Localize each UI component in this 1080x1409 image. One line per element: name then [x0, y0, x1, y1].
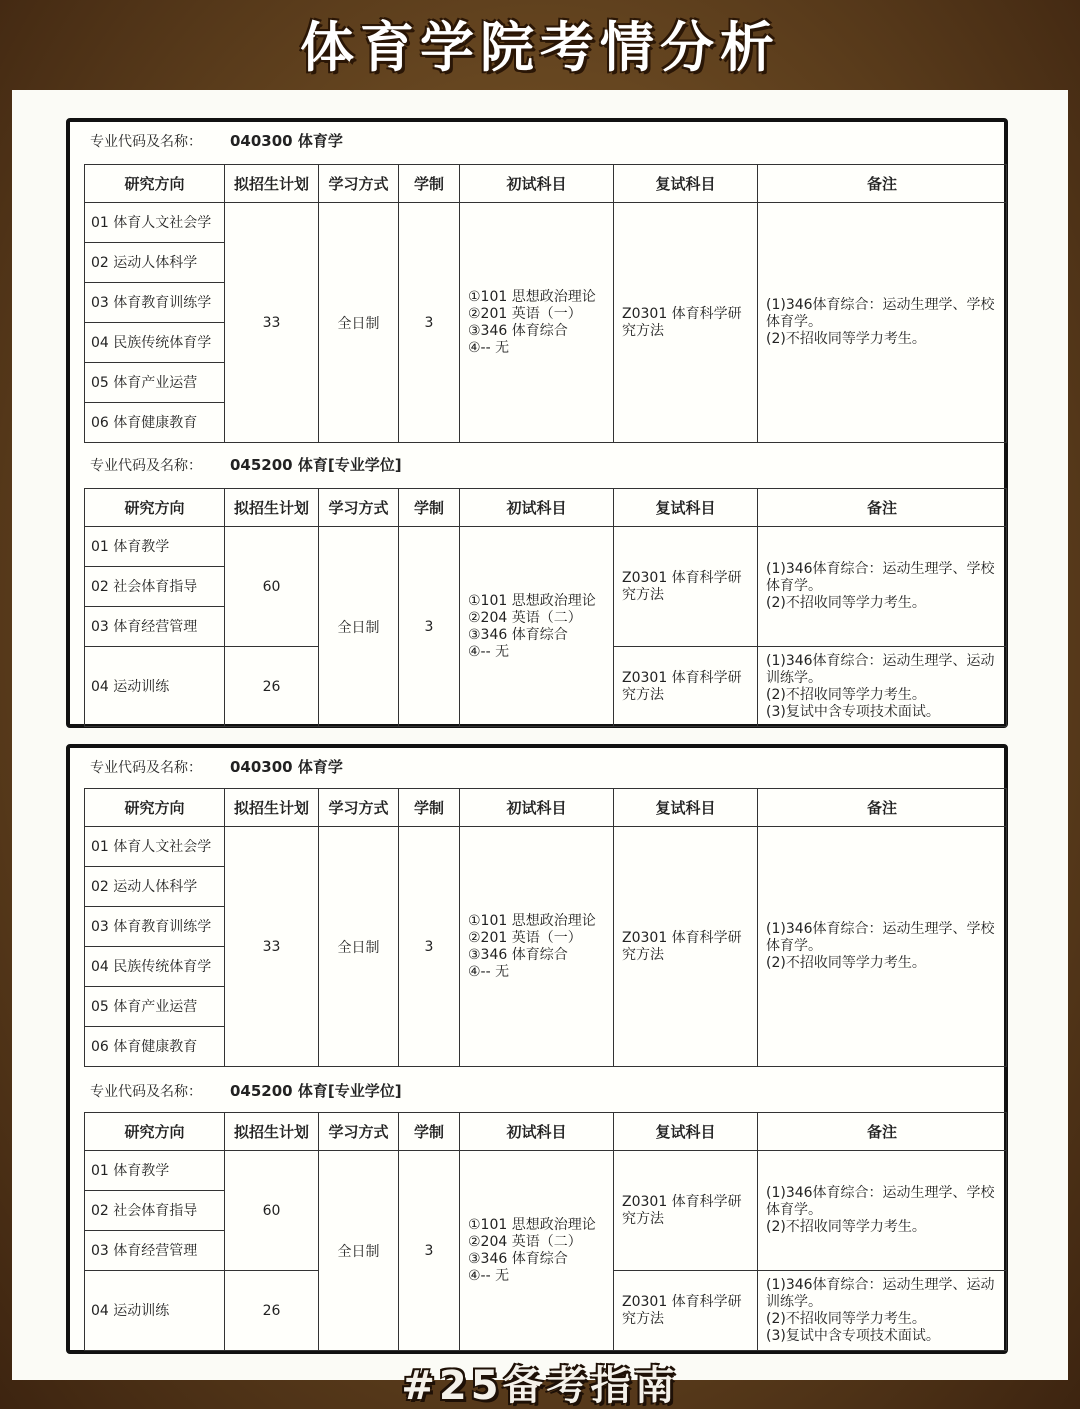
direction-cell: 01 体育教学: [85, 1151, 225, 1191]
note-line: (2)不招收同等学力考生。: [766, 955, 926, 971]
major-table: [84, 164, 1007, 443]
major-table: [84, 488, 1007, 727]
header-direction: 研究方向: [85, 1113, 225, 1151]
subject-line: ③346 体育综合: [468, 1250, 568, 1267]
direction-cell: 01 体育人文社会学: [85, 203, 225, 243]
subject-line: ③346 体育综合: [468, 946, 568, 963]
direction-cell: 05 体育产业运营: [85, 363, 225, 403]
note-line: (2)不招收同等学力考生。: [766, 1219, 926, 1235]
header-subjects: 初试科目: [460, 789, 614, 827]
header-notes: 备注: [758, 789, 1007, 827]
table-header-row: [85, 489, 1007, 527]
header-years: 学制: [399, 165, 460, 203]
subjects-cell: [460, 827, 614, 1067]
major-code-label: 专业代码及名称：: [90, 1084, 202, 1100]
header-retest: 复试科目: [614, 165, 758, 203]
mode-cell: 全日制: [319, 527, 399, 727]
subject-line: ①101 思想政治理论: [468, 592, 596, 609]
note-line: (1)346体育综合：运动生理学、学校体育学。: [766, 921, 995, 954]
header-years: 学制: [399, 1113, 460, 1151]
major-table: [84, 1112, 1007, 1351]
note-line: (1)346体育综合：运动生理学、学校体育学。: [766, 561, 995, 594]
major-code-line: [90, 752, 343, 782]
mode-cell: 全日制: [319, 203, 399, 443]
notes-cell: [758, 527, 1007, 647]
major-code-line: [90, 450, 402, 480]
header-retest: 复试科目: [614, 1113, 758, 1151]
subject-line: ①101 思想政治理论: [468, 1216, 596, 1233]
retest-cell: Z0301 体育科学研究方法: [614, 203, 758, 443]
notes-cell: [758, 203, 1007, 443]
header-notes: 备注: [758, 165, 1007, 203]
plan-cell: 26: [225, 1271, 319, 1351]
table-header-row: [85, 1113, 1007, 1151]
mode-cell: 全日制: [319, 1151, 399, 1351]
years-cell: 3: [399, 827, 460, 1067]
subjects-cell: [460, 527, 614, 727]
retest-cell: Z0301 体育科学研究方法: [614, 1271, 758, 1351]
direction-cell: 01 体育人文社会学: [85, 827, 225, 867]
note-line: (1)346体育综合：运动生理学、运动训练学。: [766, 1276, 995, 1310]
note-line: (1)346体育综合：运动生理学、学校体育学。: [766, 1185, 995, 1218]
retest-cell: Z0301 体育科学研究方法: [614, 527, 758, 647]
note-line: (1)346体育综合：运动生理学、运动训练学。: [766, 652, 995, 686]
subject-line: ④-- 无: [468, 643, 510, 660]
notes-cell: [758, 647, 1007, 727]
direction-cell: 05 体育产业运营: [85, 987, 225, 1027]
header-subjects: 初试科目: [460, 1113, 614, 1151]
header-mode: 学习方式: [319, 165, 399, 203]
subject-line: ①101 思想政治理论: [468, 288, 596, 305]
major-code-value: 040300 体育学: [230, 132, 343, 150]
panel-1: [66, 118, 1008, 728]
notes-cell: [758, 1151, 1007, 1271]
subject-line: ③346 体育综合: [468, 322, 568, 339]
direction-cell: 04 运动训练: [85, 647, 225, 727]
note-line: (2)不招收同等学力考生。: [766, 1310, 926, 1327]
header-notes: 备注: [758, 1113, 1007, 1151]
plan-cell: 26: [225, 647, 319, 727]
note-line: (3)复试中含专项技术面试。: [766, 1327, 940, 1344]
subject-line: ②201 英语（一）: [468, 305, 582, 322]
direction-cell: 02 运动人体科学: [85, 867, 225, 907]
plan-cell: 60: [225, 1151, 319, 1271]
header-retest: 复试科目: [614, 489, 758, 527]
direction-cell: 04 运动训练: [85, 1271, 225, 1351]
major-code-label: 专业代码及名称：: [90, 134, 202, 150]
direction-cell: 03 体育教育训练学: [85, 907, 225, 947]
major-code-line: [90, 1076, 402, 1106]
header-subjects: 初试科目: [460, 489, 614, 527]
header-mode: 学习方式: [319, 489, 399, 527]
years-cell: 3: [399, 1151, 460, 1351]
subjects-cell: [460, 1151, 614, 1351]
plan-cell: 60: [225, 527, 319, 647]
header-notes: 备注: [758, 489, 1007, 527]
direction-cell: 02 社会体育指导: [85, 1191, 225, 1231]
header-subjects: 初试科目: [460, 165, 614, 203]
subject-line: ②204 英语（二）: [468, 609, 582, 626]
panel-2: [66, 744, 1008, 1354]
note-line: (2)不招收同等学力考生。: [766, 331, 926, 347]
header-direction: 研究方向: [85, 789, 225, 827]
header-plan: 拟招生计划: [225, 165, 319, 203]
subject-line: ④-- 无: [468, 963, 510, 980]
header-plan: 拟招生计划: [225, 1113, 319, 1151]
table-header-row: [85, 789, 1007, 827]
major-code-value: 040300 体育学: [230, 758, 343, 776]
header-plan: 拟招生计划: [225, 789, 319, 827]
major-table: [84, 788, 1007, 1067]
subject-line: ④-- 无: [468, 1267, 510, 1284]
years-cell: 3: [399, 203, 460, 443]
direction-cell: 03 体育教育训练学: [85, 283, 225, 323]
major-code-label: 专业代码及名称：: [90, 458, 202, 474]
retest-cell: Z0301 体育科学研究方法: [614, 827, 758, 1067]
subject-line: ②204 英语（二）: [468, 1233, 582, 1250]
note-line: (2)不招收同等学力考生。: [766, 595, 926, 611]
years-cell: 3: [399, 527, 460, 727]
direction-cell: 03 体育经营管理: [85, 607, 225, 647]
header-direction: 研究方向: [85, 165, 225, 203]
direction-cell: 01 体育教学: [85, 527, 225, 567]
subject-line: ③346 体育综合: [468, 626, 568, 643]
direction-cell: 03 体育经营管理: [85, 1231, 225, 1271]
subject-line: ④-- 无: [468, 339, 510, 356]
major-code-line: [90, 126, 343, 156]
direction-cell: 02 社会体育指导: [85, 567, 225, 607]
header-mode: 学习方式: [319, 789, 399, 827]
plan-cell: 33: [225, 827, 319, 1067]
mode-cell: 全日制: [319, 827, 399, 1067]
header-direction: 研究方向: [85, 489, 225, 527]
retest-cell: Z0301 体育科学研究方法: [614, 1151, 758, 1271]
plan-cell: 33: [225, 203, 319, 443]
footer-banner: #25备考指南: [401, 1363, 679, 1409]
header-retest: 复试科目: [614, 789, 758, 827]
major-code-value: 045200 体育[专业学位]: [230, 456, 402, 474]
direction-cell: 04 民族传统体育学: [85, 947, 225, 987]
header-years: 学制: [399, 789, 460, 827]
header-years: 学制: [399, 489, 460, 527]
subject-line: ①101 思想政治理论: [468, 912, 596, 929]
subject-line: ②201 英语（一）: [468, 929, 582, 946]
header-plan: 拟招生计划: [225, 489, 319, 527]
major-code-label: 专业代码及名称：: [90, 760, 202, 776]
retest-cell: Z0301 体育科学研究方法: [614, 647, 758, 727]
direction-cell: 06 体育健康教育: [85, 403, 225, 443]
note-line: (3)复试中含专项技术面试。: [766, 703, 940, 720]
notes-cell: [758, 1271, 1007, 1351]
note-line: (1)346体育综合：运动生理学、学校体育学。: [766, 297, 995, 330]
direction-cell: 06 体育健康教育: [85, 1027, 225, 1067]
direction-cell: 04 民族传统体育学: [85, 323, 225, 363]
table-header-row: [85, 165, 1007, 203]
subjects-cell: [460, 203, 614, 443]
header-mode: 学习方式: [319, 1113, 399, 1151]
note-line: (2)不招收同等学力考生。: [766, 686, 926, 703]
notes-cell: [758, 827, 1007, 1067]
major-code-value: 045200 体育[专业学位]: [230, 1082, 402, 1100]
page-title: 体育学院考情分析: [300, 16, 780, 79]
direction-cell: 02 运动人体科学: [85, 243, 225, 283]
